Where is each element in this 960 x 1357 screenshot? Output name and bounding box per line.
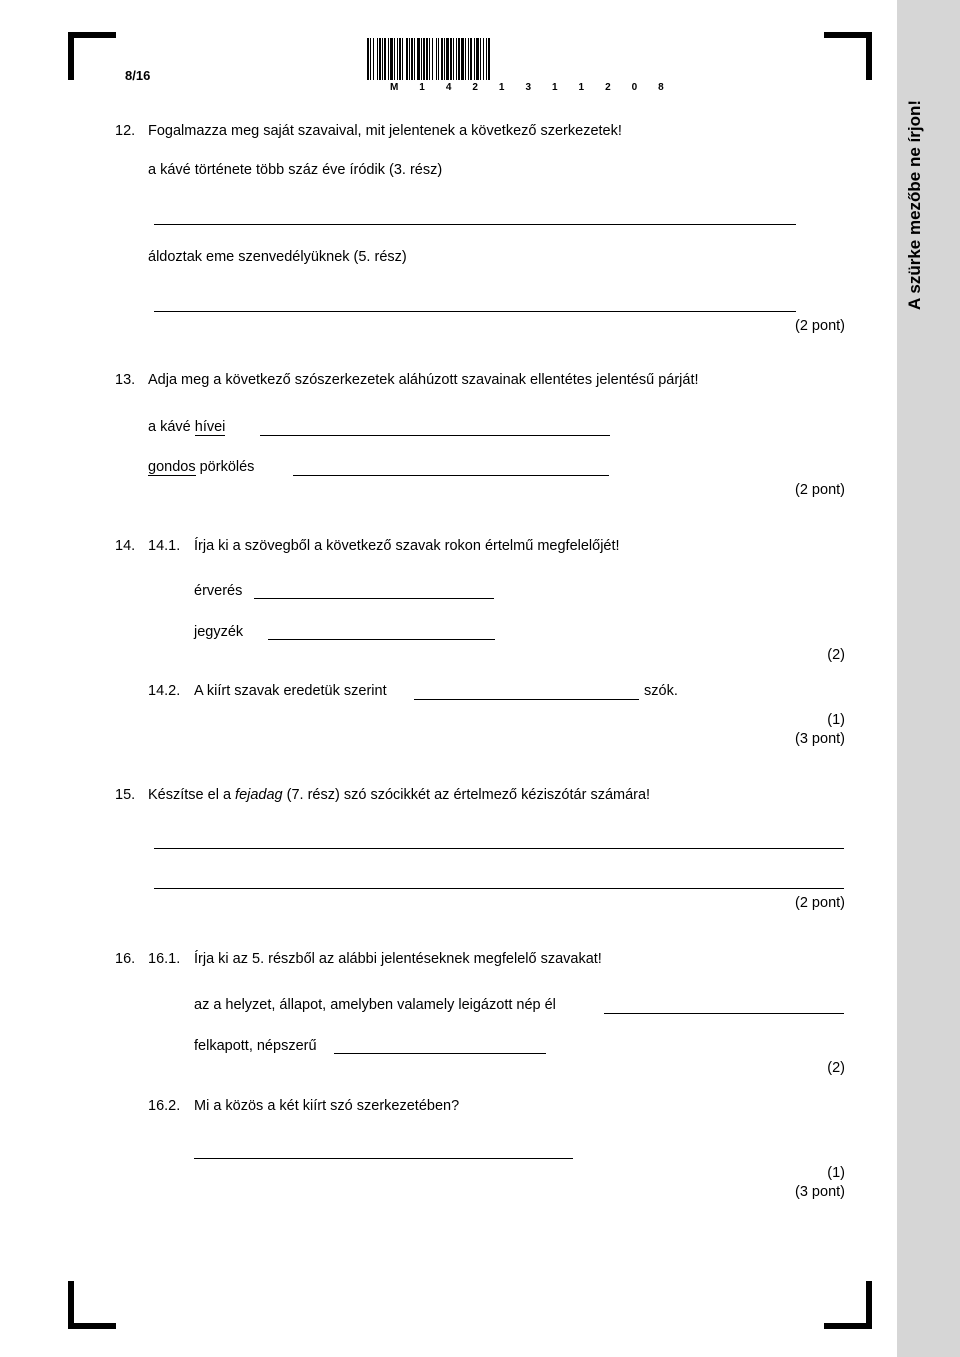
q15-answer-line-2[interactable] — [154, 888, 844, 889]
q16-2-answer-line[interactable] — [194, 1158, 573, 1159]
q13-item2-underlined-word: gondos — [148, 459, 196, 475]
q14-1-points: (2) — [827, 647, 845, 663]
q13-item2-text: pörkölés — [195, 459, 255, 475]
q16-answer-line-2[interactable] — [334, 1053, 546, 1054]
q13-item1-text: a kávé — [148, 419, 195, 435]
q13-prompt: Adja meg a következő szószerkezetek aláhúzott szavainak ellentétes jelentésű párját! — [148, 372, 699, 388]
q14-word1: érverés — [194, 583, 243, 599]
q13-number: 13. — [115, 372, 136, 388]
q14-total-points: (3 pont) — [795, 731, 845, 747]
q12-answer-line-1[interactable] — [154, 224, 796, 225]
q16-meaning2: felkapott, népszerű — [194, 1038, 317, 1054]
q12-item2: áldoztak eme szenvedélyüknek (5. rész) — [148, 249, 407, 265]
q12-points: (2 pont) — [795, 318, 845, 334]
q12-item1: a kávé története több száz éve íródik (3. rész) — [148, 162, 443, 178]
page-number: 8/16 — [125, 68, 151, 83]
q16-2-number: 16.2. — [148, 1098, 181, 1114]
q15-number: 15. — [115, 787, 136, 803]
q15-answer-line-1[interactable] — [154, 848, 844, 849]
q16-meaning1: az a helyzet, állapot, amelyben valamely leigázott nép él — [194, 997, 556, 1013]
q14-2-points: (1) — [827, 712, 845, 728]
q14-answer-line-2[interactable] — [268, 639, 495, 640]
q16-2-prompt: Mi a közös a két kiírt szó szerkezetében? — [194, 1098, 460, 1114]
q14-1-prompt: Írja ki a szövegből a következő szavak rokon értelmű megfelelőjét! — [194, 538, 620, 554]
q13-item1 — [148, 419, 225, 435]
q12-number: 12. — [115, 123, 136, 139]
q14-2-answer-line[interactable] — [414, 699, 639, 700]
q12-answer-line-2[interactable] — [154, 311, 796, 312]
q13-answer-line-2[interactable] — [293, 475, 609, 476]
q14-2-suffix: szók. — [644, 683, 678, 699]
q16-total-points: (3 pont) — [795, 1184, 845, 1200]
q13-points: (2 pont) — [795, 482, 845, 498]
q15-prompt — [148, 787, 650, 803]
q14-word2: jegyzék — [194, 624, 244, 640]
q16-answer-line-1[interactable] — [604, 1013, 844, 1014]
q15-prompt-italic-word: fejadag — [235, 787, 283, 803]
q16-number: 16. — [115, 951, 136, 967]
q16-1-number: 16.1. — [148, 951, 181, 967]
barcode — [367, 38, 589, 80]
q14-2-number: 14.2. — [148, 683, 181, 699]
q14-answer-line-1[interactable] — [254, 598, 494, 599]
q13-item1-underlined-word: hívei — [194, 419, 226, 435]
q13-item2 — [148, 459, 254, 475]
q14-2-prompt: A kiírt szavak eredetük szerint — [194, 683, 387, 699]
q16-1-prompt: Írja ki az 5. részből az alábbi jelentéseknek megfelelő szavakat! — [194, 951, 602, 967]
q13-answer-line-1[interactable] — [260, 435, 610, 436]
barcode-digits: M 1 4 2 1 3 1 1 2 0 8 — [390, 82, 673, 93]
q14-1-number: 14.1. — [148, 538, 181, 554]
q15-prompt-post: (7. rész) szó szócikkét az értelmező kéziszótár számára! — [282, 787, 651, 803]
q15-prompt-pre: Készítse el a — [148, 787, 236, 803]
q14-number: 14. — [115, 538, 136, 554]
q12-prompt: Fogalmazza meg saját szavaival, mit jelentenek a következő szerkezetek! — [148, 123, 622, 139]
q16-2-points: (1) — [827, 1165, 845, 1181]
q15-points: (2 pont) — [795, 895, 845, 911]
side-note-text: A szürke mezőbe ne írjon! — [905, 99, 924, 310]
q16-1-points: (2) — [827, 1060, 845, 1076]
